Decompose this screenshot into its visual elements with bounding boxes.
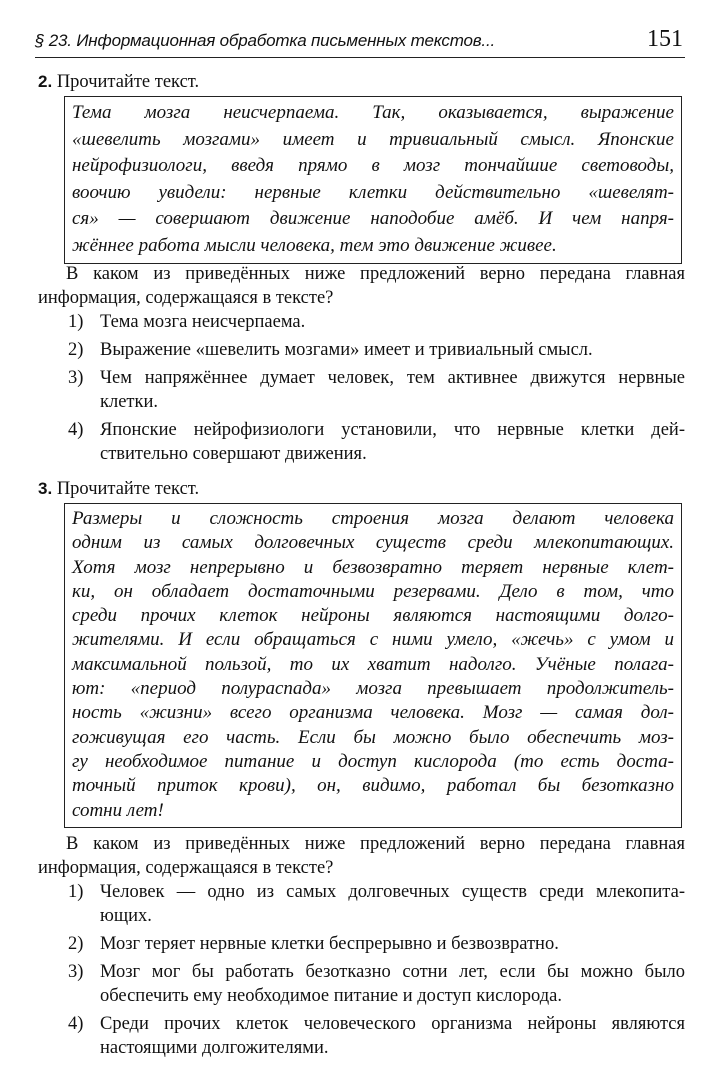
page-header [35,20,685,58]
task-3-question-line: В каком из приведённых ниже предложений верно передана главная [66,834,685,854]
task-2-heading [38,70,199,94]
answer-option [68,1012,685,1060]
task3-text-line: жителями. И если обращаться с ними умело, «жечь» с умом и [72,629,674,651]
option-text-line: Выражение «шевелить мозгами» имеет и тривиальный смысл. [100,340,593,360]
task-3-text-box [64,503,682,828]
option-text-line: ющих. [100,906,152,926]
option-text-line: настоящими долгожителями. [100,1038,329,1058]
task2-text-line: ся» — совершают движение наподобие амёб. И чем напря- [72,208,674,229]
answer-option [68,366,685,414]
answer-option [68,880,685,928]
option-text-line: Японские нейрофизиологи установили, что нервные клетки дей- [100,420,685,440]
task3-text-line: гоживущая его часть. Если бы можно было обеспечить моз- [72,726,674,748]
task2-text-line: нейрофизиологи, введя прямо в мозг тончайшие световоды, [72,155,674,176]
option-number: 1) [68,312,84,332]
option-number: 2) [68,340,84,360]
option-text-line: Мозг теряет нервные клетки беспрерывно и безвозвратно. [100,934,559,954]
option-number: 3) [68,368,84,388]
answer-option [68,310,685,334]
running-title: § 23. Информационная обработка письменных текстов... [35,31,495,50]
option-number: 3) [68,962,84,982]
option-text-line: Среди прочих клеток человеческого организма нейроны являются [100,1014,685,1034]
task-2-instruction: Прочитайте текст. [56,72,200,92]
option-text-line: Человек — одно из самых долговечных существ среди млекопита- [100,882,685,902]
task-2-number: 2. [38,72,53,91]
option-text-line: Мозг мог бы работать безотказно сотни лет, если бы можно было [100,962,685,982]
option-text-line: Чем напряжённее думает человек, тем активнее движутся нервные [100,368,685,388]
option-text-line: ствительно совершают движения. [100,444,367,464]
task3-text-line: гу необходимое питание и доступ кислорода (то есть доста- [72,750,674,772]
task3-text-line: ность «жизни» всего организма человека. Мозг — самая дол- [72,702,674,724]
task-3-question [38,832,685,880]
task3-text-line: ки, он обладает достаточными резервами. Дело в том, что [72,580,674,602]
task-3-question-line: информация, содержащаяся в тексте? [38,858,334,878]
task3-text-line: одним из самых долговечных существ среди млекопитающих. [72,532,674,554]
task-2-options [68,310,685,470]
option-text-line: Тема мозга неисчерпаема. [100,312,306,332]
task3-text-line: сотни лет! [72,799,164,821]
task2-text-line: «шевелить мозгами» имеет и тривиальный смысл. Японские [72,128,674,150]
task3-text-line: точный приток крови), он, видимо, работал бы безотказно [72,775,674,797]
task-2-text-box [64,96,682,264]
option-text-line: клетки. [100,392,159,412]
answer-option [68,338,685,362]
task3-text-line: ют: «период полураспада» мозга превышает продолжитель- [72,678,674,700]
task-3-instruction: Прочитайте текст. [56,479,200,499]
task-3-options [68,880,685,1064]
task3-text-line: максимальной пользой, то их хватит надолго. Учёные полага- [72,653,674,675]
answer-option [68,418,685,466]
option-text-line: обеспечить ему необходимое питание и доступ кислорода. [100,986,562,1006]
task-2-question [38,262,685,310]
task3-text-line: Размеры и сложность строения мозга делают человека [72,508,674,529]
task2-text-line: воочию увидели: нервные клетки действительно «шевелят- [72,181,674,203]
task2-text-line: жённее работа мысли человека, тем это движение живее. [72,234,557,256]
page-number: 151 [647,26,683,52]
task-2-question-line: В каком из приведённых ниже предложений верно передана главная [66,264,685,284]
task3-text-line: Хотя мозг непрерывно и безвозвратно теряет нервные клет- [72,556,674,578]
option-number: 4) [68,1014,84,1034]
task-2-question-line: информация, содержащаяся в тексте? [38,288,334,308]
answer-option [68,960,685,1008]
option-number: 2) [68,934,84,954]
task-3-number: 3. [38,479,53,498]
task-3-heading [38,477,199,501]
task3-text-line: среди прочих клеток нейроны являются настоящими долго- [72,605,674,627]
option-number: 4) [68,420,84,440]
option-number: 1) [68,882,84,902]
answer-option [68,932,685,956]
task2-text-line: Тема мозга неисчерпаема. Так, оказывается, выражение [72,102,674,123]
